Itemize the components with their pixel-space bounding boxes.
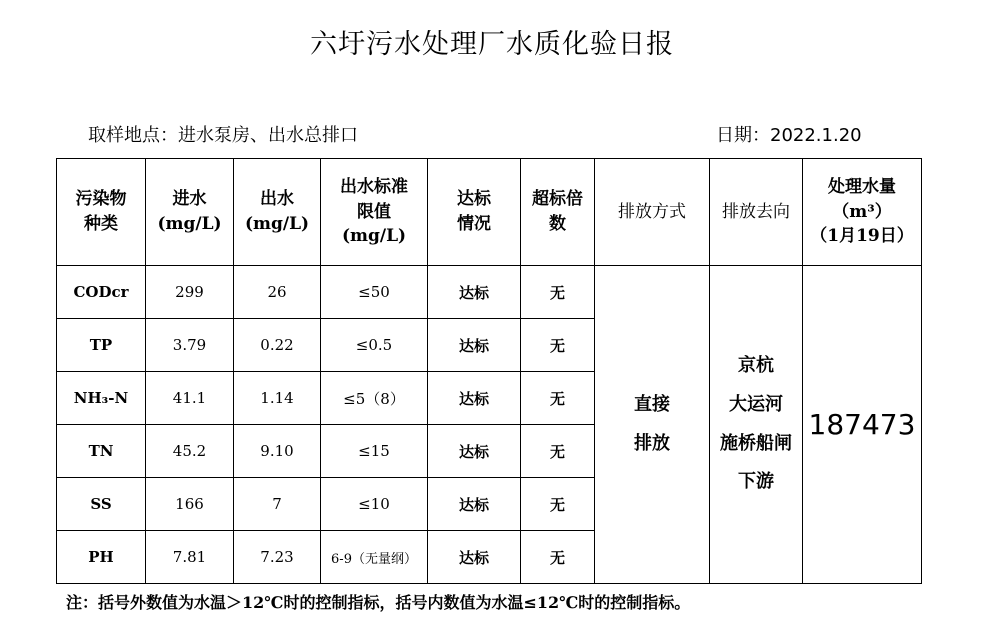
sampling-location: 取样地点：进水泵房、出水总排口 xyxy=(88,125,358,146)
pollutant-cell: SS xyxy=(57,478,146,531)
outflow-cell: 9.10 xyxy=(234,425,321,478)
limit-cell: ≤50 xyxy=(321,266,428,319)
outflow-cell: 7 xyxy=(234,478,321,531)
pollutant-cell: TP xyxy=(57,319,146,372)
outflow-cell: 7.23 xyxy=(234,531,321,584)
exceed-cell: 无 xyxy=(521,266,595,319)
header-pollutant: 污染物 种类 xyxy=(57,159,146,266)
inflow-cell: 41.1 xyxy=(146,372,234,425)
pollutant-cell: TN xyxy=(57,425,146,478)
limit-cell: ≤0.5 xyxy=(321,319,428,372)
inflow-cell: 7.81 xyxy=(146,531,234,584)
status-cell: 达标 xyxy=(428,319,521,372)
outflow-cell: 1.14 xyxy=(234,372,321,425)
discharge-dest-cell: 京杭 大运河 施桥船闸 下游 xyxy=(710,266,803,584)
limit-cell: ≤5（8） xyxy=(321,372,428,425)
header-status: 达标 情况 xyxy=(428,159,521,266)
volume-cell: 187473 xyxy=(803,266,922,584)
status-cell: 达标 xyxy=(428,478,521,531)
status-cell: 达标 xyxy=(428,531,521,584)
limit-cell: ≤15 xyxy=(321,425,428,478)
inflow-cell: 3.79 xyxy=(146,319,234,372)
inflow-cell: 45.2 xyxy=(146,425,234,478)
header-exceed: 超标倍 数 xyxy=(521,159,595,266)
status-cell: 达标 xyxy=(428,372,521,425)
limit-cell: 6-9（无量纲） xyxy=(321,531,428,584)
header-discharge-method: 排放方式 xyxy=(595,159,710,266)
discharge-method-cell: 直接 排放 xyxy=(595,266,710,584)
status-cell: 达标 xyxy=(428,266,521,319)
footnote: 注：括号外数值为水温＞12℃时的控制指标，括号内数值为水温≤12℃时的控制指标。 xyxy=(66,593,691,612)
inflow-cell: 166 xyxy=(146,478,234,531)
report-date: 日期：2022.1.20 xyxy=(716,125,862,146)
exceed-cell: 无 xyxy=(521,425,595,478)
outflow-cell: 26 xyxy=(234,266,321,319)
header-discharge-dest: 排放去向 xyxy=(710,159,803,266)
exceed-cell: 无 xyxy=(521,319,595,372)
pollutant-cell: NH₃-N xyxy=(57,372,146,425)
pollutant-cell: PH xyxy=(57,531,146,584)
exceed-cell: 无 xyxy=(521,478,595,531)
inflow-cell: 299 xyxy=(146,266,234,319)
header-outflow: 出水 (mg/L) xyxy=(234,159,321,266)
pollutant-cell: CODcr xyxy=(57,266,146,319)
limit-cell: ≤10 xyxy=(321,478,428,531)
table-row xyxy=(57,266,922,319)
header-row xyxy=(57,159,922,266)
exceed-cell: 无 xyxy=(521,531,595,584)
report-title: 六圩污水处理厂水质化验日报 xyxy=(310,29,674,60)
exceed-cell: 无 xyxy=(521,372,595,425)
water-quality-table xyxy=(56,158,922,584)
header-inflow: 进水 (mg/L) xyxy=(146,159,234,266)
header-limit: 出水标准 限值 (mg/L) xyxy=(321,159,428,266)
header-volume: 处理水量 （m³） （1月19日） xyxy=(803,159,922,266)
outflow-cell: 0.22 xyxy=(234,319,321,372)
status-cell: 达标 xyxy=(428,425,521,478)
